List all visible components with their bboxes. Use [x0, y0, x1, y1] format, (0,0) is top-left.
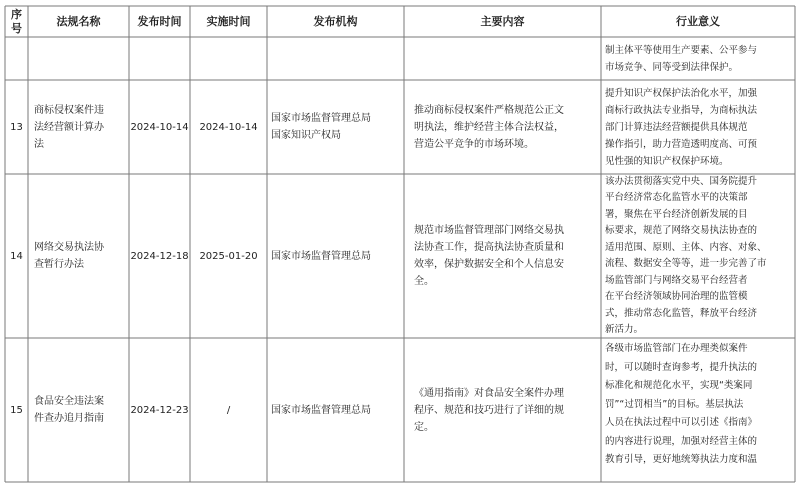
row-15-issuer: 国家市场监督管理总局 [271, 404, 371, 416]
row-15-publish-date: 2024-12-23 [130, 404, 189, 416]
row-14-significance: 该办法贯彻落实党中央、国务院提升 平台经济常态化监管水平的决策部 署，聚焦在平台经济创新发展的目 标要求，规范了网络交易执法协查的 适用范围、原则、主体、内容、对象、 流程、数据安全等等，进一步完善了市 场监管部门与网络交易平台经营者 在平台经济领域协同治理的监管模 式，推动常态化监管，释放平台经济 新活力。 [605, 175, 767, 335]
row-15-effective-date: / [226, 404, 231, 416]
header-publish-date: 发布时间 [137, 15, 182, 28]
row-14-publish-date: 2024-12-18 [130, 250, 189, 262]
row-13-effective-date: 2024-10-14 [199, 121, 258, 133]
row-0-significance: 制主体平等使用生产要素、公平参与 市场竞争、同等受到法律保护。 [605, 44, 758, 73]
row-14-seq: 14 [10, 250, 23, 262]
row-15-name: 食品安全违法案 件查办追月指南 [34, 396, 104, 424]
row-13-content: 推动商标侵权案件严格规范公正文 明执法，维护经营主体合法权益， 营造公平竞争的市场环境。 [414, 104, 564, 150]
header-significance: 行业意义 [676, 15, 720, 28]
row-14-issuer: 国家市场监督管理总局 [271, 250, 371, 262]
row-14-content: 规范市场监督管理部门网络交易执 法协查工作，提高执法协查质量和 效率，保护数据安全和个人信息安 全。 [414, 225, 564, 287]
row-13-publish-date: 2024-10-14 [130, 121, 189, 133]
header-issuer: 发布机构 [313, 15, 358, 28]
row-15-seq: 15 [10, 404, 23, 416]
header-effective-date: 实施时间 [206, 15, 251, 28]
row-13-name: 商标侵权案件违 法经营额计算办 法 [34, 104, 104, 150]
row-15-significance: 各级市场监管部门在办理类似案件 时，可以随时查询参考，提升执法的 标准化和规范化水平，实现“类案同 罚”“过罚相当”的目标。基层执法 人员在执法过程中可以引述《指南》 的内容进行说理，加强对经营主体的 教育引导，更好地统筹执法力度和温 [605, 343, 758, 465]
header-name: 法规名称 [56, 15, 101, 28]
row-14-name: 网络交易执法协 查暂行办法 [34, 242, 104, 270]
row-13-issuer: 国家市场监督管理总局 国家知识产权局 [271, 113, 371, 141]
row-13-seq: 13 [10, 121, 23, 133]
header-seq: 序 号 [11, 7, 22, 35]
row-14-effective-date: 2025-01-20 [199, 250, 258, 262]
header-content: 主要内容 [480, 15, 525, 28]
row-15-content: 《通用指南》对食品安全案件办理 程序、规范和技巧进行了详细的规 定。 [414, 387, 564, 433]
row-13-significance: 提升知识产权保护法治化水平，加强 商标行政执法专业指导，为商标执法 部门计算违法经营额提供具体规范 操作指引，助力营造透明度高、可预 见性强的知识产权保护环境。 [605, 87, 758, 167]
